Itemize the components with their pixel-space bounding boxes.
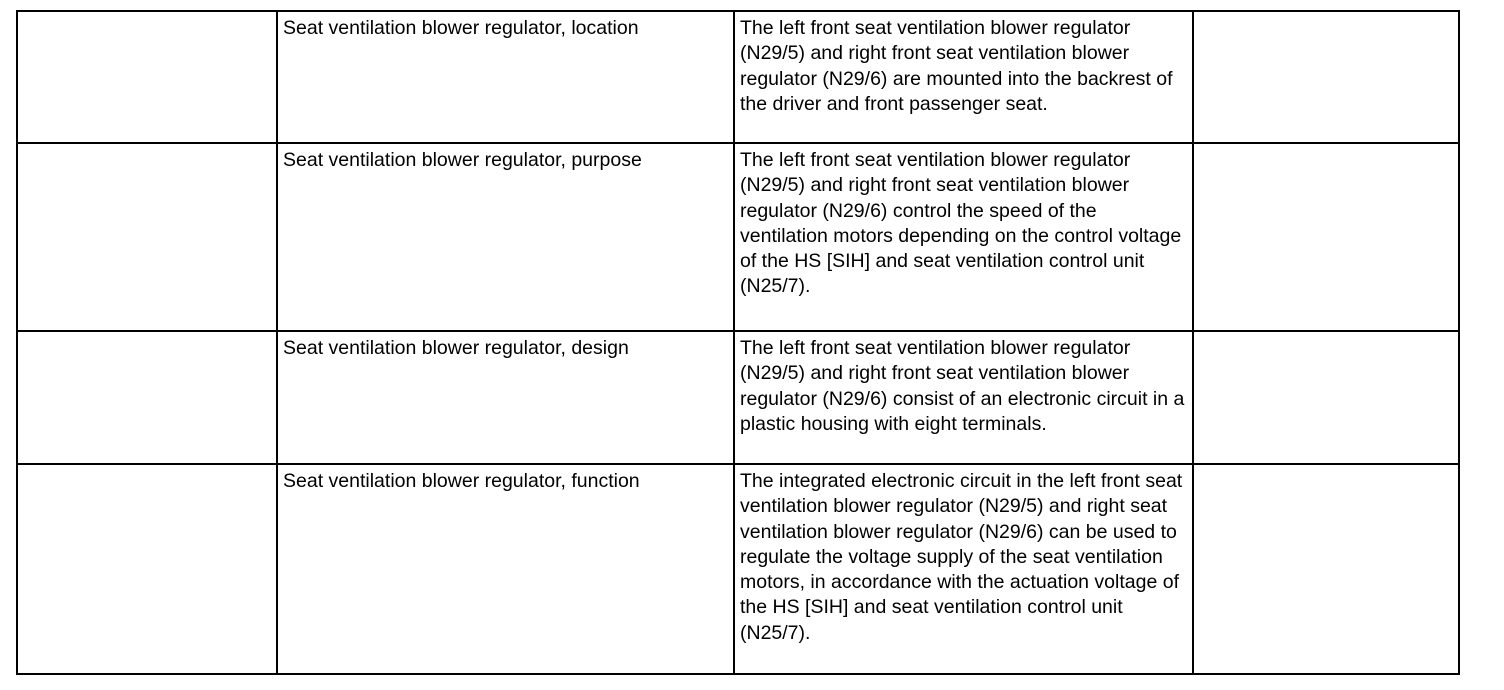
empty-cell	[1193, 331, 1459, 464]
empty-cell	[17, 11, 277, 143]
document-table	[16, 10, 1460, 675]
description-cell: The left front seat ventilation blower regulator (N29/5) and right front seat ventilation blower regulator (N29/6) are mounted into the backrest of the driver and front passenger seat.	[734, 11, 1193, 143]
description-cell: The integrated electronic circuit in the left front seat ventilation blower regulator (N29/5) and right seat ventilation blower regulator (N29/6) can be used to regulate the voltage supply of the seat ventilation motors, in accordance with the actuation voltage of the HS [SIH] and seat ventilation control unit (N25/7).	[734, 464, 1193, 674]
topic-cell: Seat ventilation blower regulator, function	[277, 464, 734, 674]
empty-cell	[17, 143, 277, 331]
table-row	[17, 331, 1459, 464]
table-row	[17, 464, 1459, 674]
empty-cell	[1193, 464, 1459, 674]
empty-cell	[1193, 11, 1459, 143]
empty-cell	[17, 331, 277, 464]
table-row	[17, 143, 1459, 331]
table-row	[17, 11, 1459, 143]
topic-cell: Seat ventilation blower regulator, design	[277, 331, 734, 464]
topic-cell: Seat ventilation blower regulator, purpose	[277, 143, 734, 331]
description-cell: The left front seat ventilation blower regulator (N29/5) and right front seat ventilation blower regulator (N29/6) consist of an electronic circuit in a plastic housing with eight terminals.	[734, 331, 1193, 464]
empty-cell	[17, 464, 277, 674]
empty-cell	[1193, 143, 1459, 331]
description-cell: The left front seat ventilation blower regulator (N29/5) and right front seat ventilation blower regulator (N29/6) control the speed of the ventilation motors depending on the control voltage of the HS [SIH] and seat ventilation control unit (N25/7).	[734, 143, 1193, 331]
topic-cell: Seat ventilation blower regulator, location	[277, 11, 734, 143]
